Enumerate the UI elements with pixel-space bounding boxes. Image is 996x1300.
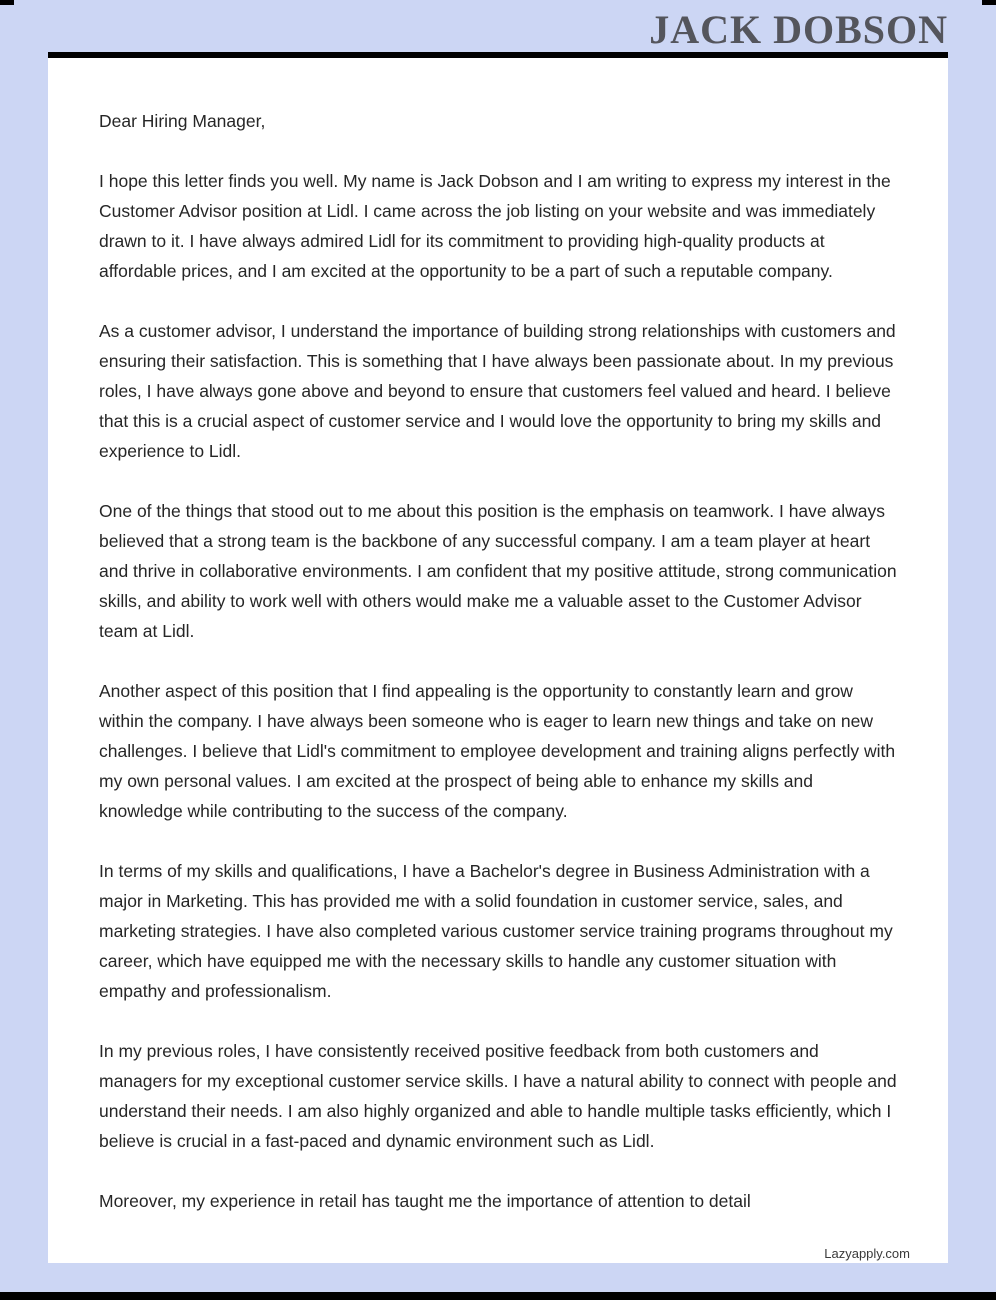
applicant-name: JACK DOBSON <box>649 7 948 52</box>
window-corner-mark-left <box>0 0 14 5</box>
lazyapply-watermark: Lazyapply.com <box>824 1246 910 1261</box>
letter-paragraph: I hope this letter finds you well. My name is Jack Dobson and I am writing to express my interest in the Customer Advisor position at Lidl. I came across the job listing on your website and was immediately drawn to it. I have always admired Lidl for its commitment to providing high-quality products at affordable prices, and I am excited at the opportunity to be a part of such a reputable company. <box>99 171 891 281</box>
letter-paragraph: In terms of my skills and qualifications, I have a Bachelor's degree in Business Administration with a major in Marketing. This has provided me with a solid foundation in customer service, sales, and marketing strategies. I have also completed various customer service training programs throughout my career, which have equipped me with the necessary skills to handle any customer situation with empathy and professionalism. <box>99 861 893 1001</box>
window-corner-mark-right <box>982 0 996 5</box>
letter-paragraph: Another aspect of this position that I find appealing is the opportunity to constantly learn and grow within the company. I have always been someone who is eager to learn new things and take on new challenges. I believe that Lidl's commitment to employee development and training aligns perfectly with my own personal values. I am excited at the prospect of being able to enhance my skills and knowledge while contributing to the success of the company. <box>99 681 896 821</box>
letter-header <box>0 0 996 52</box>
letter-paragraph: One of the things that stood out to me about this position is the emphasis on teamwork. I have always believed that a strong team is the backbone of any successful company. I am a team player at heart and thrive in collaborative environments. I am confident that my positive attitude, strong communication skills, and ability to work well with others would make me a valuable asset to the Customer Advisor team at Lidl. <box>99 501 897 641</box>
letter-paragraph-overflow: Moreover, my experience in retail has taught me the importance of attention to detail <box>99 1191 751 1211</box>
letter-paragraph: As a customer advisor, I understand the importance of building strong relationships with customers and ensuring their satisfaction. This is something that I have always been passionate about. In my previous roles, I have always gone above and beyond to ensure that customers feel valued and heard. I believe that this is a crucial aspect of customer service and I would love the opportunity to bring my skills and experience to Lidl. <box>99 321 896 461</box>
greeting: Dear Hiring Manager, <box>99 111 266 131</box>
bottom-bar <box>0 1292 996 1300</box>
letter-page <box>48 58 948 1263</box>
letter-paragraph: In my previous roles, I have consistently received positive feedback from both customers and managers for my exceptional customer service skills. I have a natural ability to connect with people and understand their needs. I am also highly organized and able to handle multiple tasks efficiently, which I believe is crucial in a fast-paced and dynamic environment such as Lidl. <box>99 1041 897 1151</box>
